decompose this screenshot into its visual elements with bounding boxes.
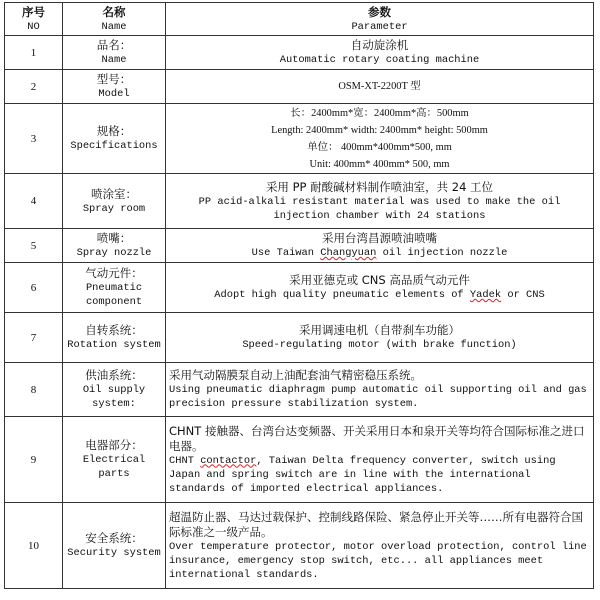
table-row (5, 313, 594, 363)
row-number: 3 (5, 104, 63, 174)
row-number: 9 (5, 417, 63, 503)
row-parameter: 采用调速电机（自带刹车功能） Speed-regulating motor (with brake function) (166, 313, 594, 363)
spec-table (4, 2, 594, 589)
row-name: 喷嘴： Spray nozzle (63, 229, 166, 263)
row-number: 10 (5, 503, 63, 589)
row-number: 6 (5, 263, 63, 313)
table-row (5, 104, 594, 174)
row-parameter: 采用台湾昌源喷油喷嘴 Use Taiwan Changyuan oil injection nozzle (166, 229, 594, 263)
row-number: 1 (5, 36, 63, 70)
row-parameter: 超温防止器、马达过载保护、控制线路保险、紧急停止开关等……所有电器符合国际标准之一级产品。 Over temperature protector, motor overload protection, control line insurance, emergency stop switch, etc... all appliances meet international standards. (166, 503, 594, 589)
row-name: 喷涂室： Spray room (63, 174, 166, 229)
row-number: 7 (5, 313, 63, 363)
table-header-row (5, 3, 594, 36)
row-name: 供油系统： Oil supply system: (63, 363, 166, 417)
table-row (5, 36, 594, 70)
table-row (5, 503, 594, 589)
header-no: 序号 NO (5, 3, 63, 36)
row-parameter: OSM-XT-2200T 型 (166, 70, 594, 104)
header-parameter: 参数 Parameter (166, 3, 594, 36)
table-row (5, 417, 594, 503)
row-number: 5 (5, 229, 63, 263)
row-parameter: 采用亚德克或 CNS 高品质气动元件 Adopt high quality pneumatic elements of Yadek or CNS (166, 263, 594, 313)
row-name: 型号： Model (63, 70, 166, 104)
row-name: 规格： Specifications (63, 104, 166, 174)
row-name: 气动元件： Pneumatic component (63, 263, 166, 313)
table-row (5, 174, 594, 229)
header-name: 名称 Name (63, 3, 166, 36)
table-row (5, 229, 594, 263)
table-row (5, 363, 594, 417)
row-parameter: 采用 PP 耐酸碱材料制作喷油室，共 24 工位 PP acid-alkali resistant material was used to make the oil injection chamber with 24 stations (166, 174, 594, 229)
row-parameter: CHNT 接触器、台湾台达变频器、开关采用日本和泉开关等均符合国际标准之进口电器。 CHNT contactor, Taiwan Delta frequency converter, switch using Japan and spring switch are in line with the international standards of imported electrical appliances. (166, 417, 594, 503)
row-name: 自转系统： Rotation system (63, 313, 166, 363)
row-number: 2 (5, 70, 63, 104)
table-row (5, 263, 594, 313)
row-number: 8 (5, 363, 63, 417)
table-row (5, 70, 594, 104)
row-parameter: 自动旋涂机 Automatic rotary coating machine (166, 36, 594, 70)
row-name: 品名： Name (63, 36, 166, 70)
row-name: 安全系统： Security system (63, 503, 166, 589)
row-name: 电器部分： Electrical parts (63, 417, 166, 503)
row-number: 4 (5, 174, 63, 229)
row-parameter: 长：2400mm*宽：2400mm*高：500mm Length: 2400mm* width: 2400mm* height: 500mm 单位： 400mm*400mm*500, mm Unit: 400mm* 400mm* 500, mm (166, 104, 594, 174)
row-parameter: 采用气动隔膜泵自动上油配套油气精密稳压系统。 Using pneumatic diaphragm pump automatic oil supporting oil and gas precision pressure stabilization system. (166, 363, 594, 417)
